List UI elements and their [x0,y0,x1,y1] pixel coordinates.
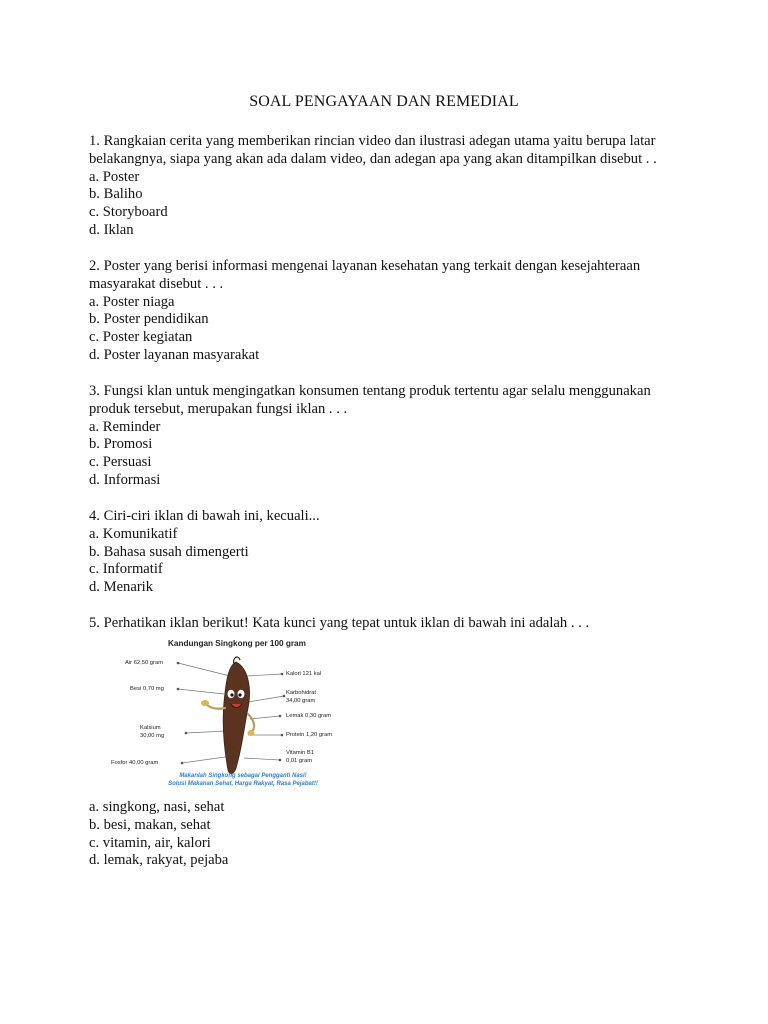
answer-option: a. Poster [89,168,140,185]
question-stem-line: produk tersebut, merupakan fungsi iklan . . . [89,400,348,417]
answer-option: c. Storyboard [89,204,168,221]
label-karbohidrat: Karbohidrat [286,690,316,696]
answer-option: a. Poster niaga [89,293,175,310]
answer-option: a. Reminder [89,418,161,435]
answer-option: d. Menarik [89,579,154,596]
label-karbohidrat-value: 34,00 gram [286,698,316,704]
question-5 [89,615,689,633]
answer-option: b. Poster pendidikan [89,311,209,328]
cassava-nutrition-infographic [98,636,366,794]
answer-option: b. Baliho [89,186,143,203]
question-stem-line: 2. Poster yang berisi informasi mengenai layanan kesehatan yang terkait dengan kesejahteraan [89,258,641,274]
answer-option: d. Informasi [89,471,161,488]
answer-option: b. Bahasa susah dimengerti [89,543,249,560]
answer-option: d. Iklan [89,221,134,238]
question-5-options [89,799,689,870]
label-kalsium: Kalsium [140,725,161,731]
document-title: SOAL PENGAYAAN DAN REMEDIAL [249,93,519,110]
question-stem-line: 3. Fungsi klan untuk mengingatkan konsumen tentang produk tertentu agar selalu menggunakan [89,383,651,399]
question-stem-line: 4. Ciri-ciri iklan di bawah ini, kecuali... [89,508,320,524]
label-besi: Besi 0,70 mg [130,686,164,692]
answer-option: d. Poster layanan masyarakat [89,346,260,363]
answer-option: d. lemak, rakyat, pejaba [89,852,229,869]
answer-option: a. Komunikatif [89,525,178,542]
question-stem-line: 1. Rangkaian cerita yang memberikan rincian video dan ilustrasi adegan utama yaitu berupa latar [89,133,656,149]
label-protein: Protein 1,20 gram [286,732,333,738]
question-1 [89,133,689,240]
question-stem-line: 5. Perhatikan iklan berikut! Kata kunci yang tepat untuk iklan di bawah ini adalah . . . [89,615,590,631]
label-kalsium-value: 30,00 mg [140,733,165,739]
label-air: Air 62,50 gram [125,660,164,666]
answer-option: a. singkong, nasi, sehat [89,799,225,815]
answer-option: c. Informatif [89,561,163,578]
label-fosfor: Fosfor 40,00 gram [111,760,159,766]
question-2 [89,258,689,365]
question-stem-line: belakangnya, siapa yang akan ada dalam video, dan adegan apa yang akan ditampilkan disebut . . [89,150,657,167]
question-4 [89,508,689,597]
label-lemak: Lemak 0,30 gram [286,713,332,719]
answer-option: c. Persuasi [89,454,152,471]
label-kalori: Kalori 121 kal [286,671,322,677]
question-stem-line: masyarakat disebut . . . [89,275,224,292]
infographic-title: Kandungan Singkong per 100 gram [168,639,306,648]
answer-option: c. vitamin, air, kalori [89,834,211,851]
answer-option: b. besi, makan, sehat [89,816,211,833]
slogan-line-2: Solusi Makanan Sehat, Harga Rakyat, Rasa Pejabat!! [168,781,318,787]
answer-option: c. Poster kegiatan [89,329,193,346]
answer-option: b. Promosi [89,436,153,453]
question-3 [89,383,689,490]
slogan-line-1: Makanlah Singkong sebagai Pengganti Nasi! [179,773,307,779]
label-vitamin: Vitamin B1 [286,750,314,756]
label-vitamin-value: 0,01 gram [286,758,313,764]
